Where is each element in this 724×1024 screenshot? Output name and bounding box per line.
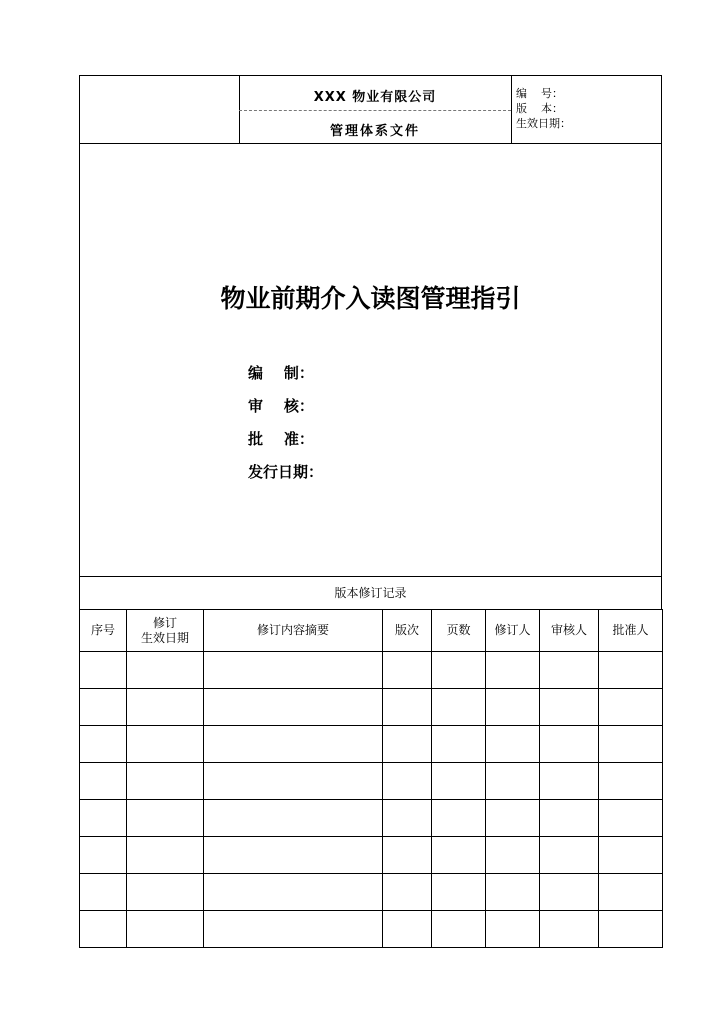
revision-cell (486, 726, 540, 763)
doc-effective-date-field: 生效日期： (516, 117, 571, 130)
revision-cell (540, 837, 599, 874)
revision-row (80, 874, 663, 911)
revision-cell (486, 800, 540, 837)
signoff-prepared: 编 制： (248, 364, 314, 382)
revision-cell (599, 874, 663, 911)
revision-cell (204, 837, 383, 874)
revision-cell (80, 652, 127, 689)
revision-cell (204, 763, 383, 800)
col-approver: 批准人 (599, 610, 663, 652)
revision-cell (80, 726, 127, 763)
revision-cell (540, 726, 599, 763)
revision-cell (540, 874, 599, 911)
revision-cell (204, 689, 383, 726)
revision-cell (383, 837, 432, 874)
col-reviewer: 审核人 (540, 610, 599, 652)
revision-cell (127, 800, 204, 837)
document-header (79, 75, 662, 144)
revision-cell (486, 652, 540, 689)
revision-cell (127, 874, 204, 911)
revision-cell (540, 689, 599, 726)
revision-cell (599, 689, 663, 726)
revision-cell (80, 689, 127, 726)
revision-cell (127, 652, 204, 689)
revision-cell (599, 911, 663, 948)
revision-row (80, 652, 663, 689)
revision-cell (486, 911, 540, 948)
revision-cell (383, 911, 432, 948)
revision-cell (540, 911, 599, 948)
revision-cell (204, 911, 383, 948)
revision-row (80, 911, 663, 948)
revision-cell (540, 652, 599, 689)
revision-cell (127, 763, 204, 800)
revision-cell (383, 652, 432, 689)
signoff-reviewed: 审 核： (248, 397, 314, 415)
revision-cell (80, 911, 127, 948)
revision-row (80, 689, 663, 726)
document-body (79, 144, 662, 577)
revision-cell (540, 800, 599, 837)
revision-cell (204, 726, 383, 763)
revision-cell (204, 874, 383, 911)
revision-cell (486, 874, 540, 911)
revision-header-row (80, 610, 663, 652)
signoff-issue-date: 发行日期： (248, 463, 324, 481)
company-name: XXX 物业有限公司 (313, 90, 437, 105)
revision-cell (486, 763, 540, 800)
revision-row (80, 763, 663, 800)
revision-cell (486, 689, 540, 726)
revision-cell (383, 800, 432, 837)
revision-cell (540, 763, 599, 800)
logo-cell (80, 76, 240, 143)
revision-cell (432, 689, 486, 726)
revision-table (79, 609, 663, 948)
revision-cell (204, 800, 383, 837)
revision-rows (80, 652, 663, 948)
revision-cell (204, 652, 383, 689)
revision-cell (80, 837, 127, 874)
col-edition: 版次 (383, 610, 432, 652)
col-pages: 页数 (432, 610, 486, 652)
revision-cell (432, 763, 486, 800)
revision-row (80, 800, 663, 837)
revision-cell (383, 763, 432, 800)
revision-cell (127, 689, 204, 726)
revision-caption: 版本修订记录 (79, 577, 662, 609)
revision-cell (383, 874, 432, 911)
revision-cell (432, 726, 486, 763)
doc-number-field: 编 号： (516, 87, 563, 100)
revision-cell (486, 837, 540, 874)
system-name: 管理体系文件 (329, 124, 420, 139)
revision-cell (127, 837, 204, 874)
header-title-cell (239, 76, 512, 143)
signoff-approved: 批 准： (248, 430, 314, 448)
revision-cell (599, 726, 663, 763)
revision-cell (383, 726, 432, 763)
col-reviser: 修订人 (486, 610, 540, 652)
revision-cell (80, 800, 127, 837)
revision-cell (80, 874, 127, 911)
revision-cell (432, 800, 486, 837)
revision-cell (599, 763, 663, 800)
doc-control-fields (516, 86, 571, 131)
col-serial: 序号 (80, 610, 127, 652)
col-summary: 修订内容摘要 (204, 610, 383, 652)
revision-cell (432, 911, 486, 948)
revision-cell (599, 652, 663, 689)
col-effective-date: 修订 生效日期 (127, 610, 204, 652)
revision-row (80, 837, 663, 874)
revision-cell (599, 800, 663, 837)
revision-cell (127, 911, 204, 948)
revision-cell (432, 652, 486, 689)
revision-cell (432, 874, 486, 911)
header-divider (239, 110, 511, 111)
revision-cell (599, 837, 663, 874)
revision-cell (383, 689, 432, 726)
revision-cell (432, 837, 486, 874)
revision-cell (80, 763, 127, 800)
revision-row (80, 726, 663, 763)
document-title: 物业前期介入读图管理指引 (220, 284, 521, 313)
revision-cell (127, 726, 204, 763)
doc-version-field: 版 本： (516, 102, 563, 115)
